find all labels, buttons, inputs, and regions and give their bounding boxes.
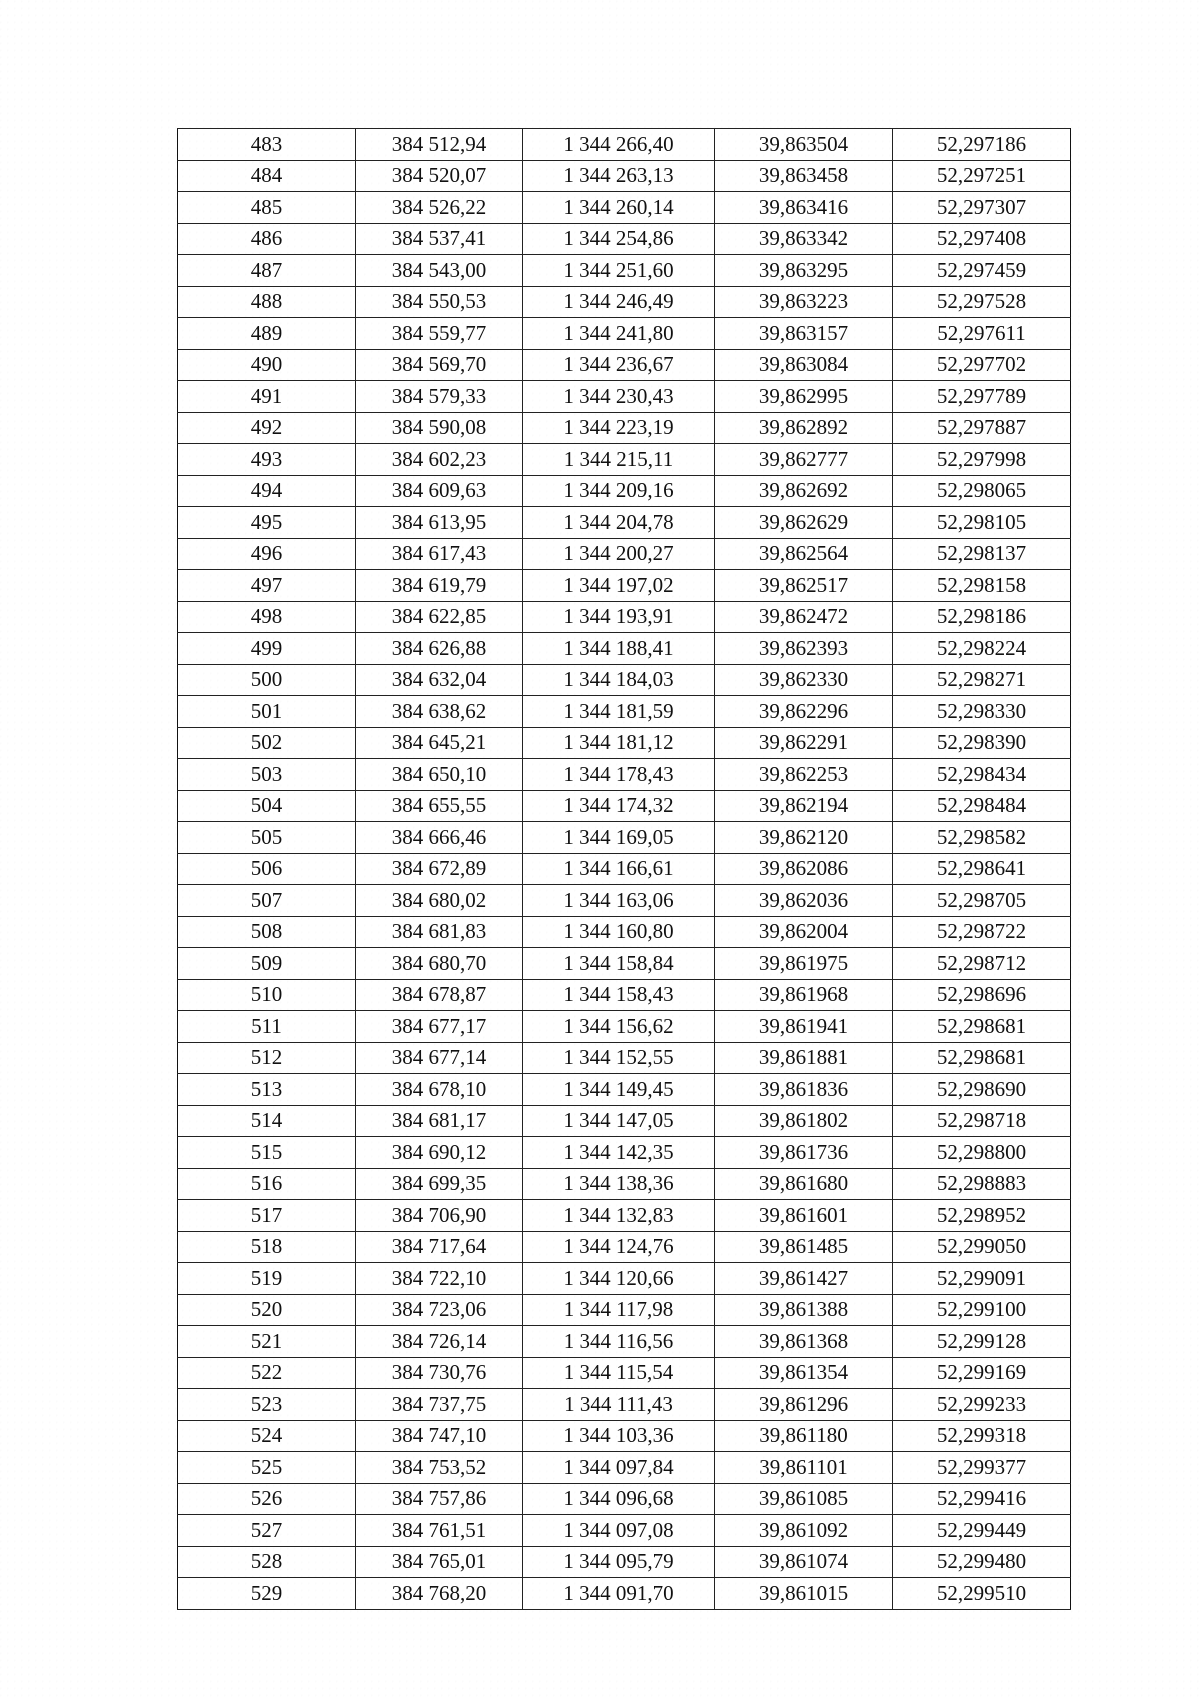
table-row bbox=[178, 1074, 1071, 1106]
x-coordinate-cell: 384 706,90 bbox=[356, 1200, 523, 1232]
point-number-cell: 520 bbox=[178, 1294, 356, 1326]
latitude-cell: 39,862086 bbox=[715, 853, 893, 885]
x-coordinate-cell: 384 537,41 bbox=[356, 223, 523, 255]
latitude-cell: 39,861736 bbox=[715, 1137, 893, 1169]
latitude-cell: 39,861881 bbox=[715, 1042, 893, 1074]
x-coordinate-cell: 384 543,00 bbox=[356, 255, 523, 287]
x-coordinate-cell: 384 717,64 bbox=[356, 1231, 523, 1263]
x-coordinate-cell: 384 678,10 bbox=[356, 1074, 523, 1106]
point-number-cell: 519 bbox=[178, 1263, 356, 1295]
latitude-cell: 39,862296 bbox=[715, 696, 893, 728]
y-coordinate-cell: 1 344 091,70 bbox=[523, 1578, 715, 1610]
point-number-cell: 499 bbox=[178, 633, 356, 665]
longitude-cell: 52,298271 bbox=[893, 664, 1071, 696]
x-coordinate-cell: 384 768,20 bbox=[356, 1578, 523, 1610]
table-row bbox=[178, 318, 1071, 350]
point-number-cell: 527 bbox=[178, 1515, 356, 1547]
point-number-cell: 494 bbox=[178, 475, 356, 507]
point-number-cell: 512 bbox=[178, 1042, 356, 1074]
x-coordinate-cell: 384 520,07 bbox=[356, 160, 523, 192]
longitude-cell: 52,299318 bbox=[893, 1420, 1071, 1452]
table-row bbox=[178, 1452, 1071, 1484]
table-row bbox=[178, 1231, 1071, 1263]
x-coordinate-cell: 384 761,51 bbox=[356, 1515, 523, 1547]
table-row bbox=[178, 1389, 1071, 1421]
table-row bbox=[178, 916, 1071, 948]
point-number-cell: 484 bbox=[178, 160, 356, 192]
y-coordinate-cell: 1 344 223,19 bbox=[523, 412, 715, 444]
x-coordinate-cell: 384 632,04 bbox=[356, 664, 523, 696]
table-row bbox=[178, 1420, 1071, 1452]
table-row bbox=[178, 286, 1071, 318]
point-number-cell: 490 bbox=[178, 349, 356, 381]
latitude-cell: 39,861680 bbox=[715, 1168, 893, 1200]
table-row bbox=[178, 349, 1071, 381]
y-coordinate-cell: 1 344 197,02 bbox=[523, 570, 715, 602]
point-number-cell: 487 bbox=[178, 255, 356, 287]
latitude-cell: 39,863223 bbox=[715, 286, 893, 318]
y-coordinate-cell: 1 344 124,76 bbox=[523, 1231, 715, 1263]
y-coordinate-cell: 1 344 132,83 bbox=[523, 1200, 715, 1232]
point-number-cell: 526 bbox=[178, 1483, 356, 1515]
longitude-cell: 52,297459 bbox=[893, 255, 1071, 287]
longitude-cell: 52,297307 bbox=[893, 192, 1071, 224]
table-row bbox=[178, 1200, 1071, 1232]
x-coordinate-cell: 384 681,83 bbox=[356, 916, 523, 948]
table-row bbox=[178, 1042, 1071, 1074]
longitude-cell: 52,299233 bbox=[893, 1389, 1071, 1421]
point-number-cell: 522 bbox=[178, 1357, 356, 1389]
point-number-cell: 489 bbox=[178, 318, 356, 350]
y-coordinate-cell: 1 344 158,84 bbox=[523, 948, 715, 980]
y-coordinate-cell: 1 344 241,80 bbox=[523, 318, 715, 350]
point-number-cell: 500 bbox=[178, 664, 356, 696]
point-number-cell: 506 bbox=[178, 853, 356, 885]
y-coordinate-cell: 1 344 263,13 bbox=[523, 160, 715, 192]
longitude-cell: 52,299100 bbox=[893, 1294, 1071, 1326]
longitude-cell: 52,299128 bbox=[893, 1326, 1071, 1358]
x-coordinate-cell: 384 765,01 bbox=[356, 1546, 523, 1578]
x-coordinate-cell: 384 550,53 bbox=[356, 286, 523, 318]
table-row bbox=[178, 1263, 1071, 1295]
x-coordinate-cell: 384 747,10 bbox=[356, 1420, 523, 1452]
longitude-cell: 52,297611 bbox=[893, 318, 1071, 350]
table-row bbox=[178, 1105, 1071, 1137]
point-number-cell: 497 bbox=[178, 570, 356, 602]
longitude-cell: 52,298800 bbox=[893, 1137, 1071, 1169]
x-coordinate-cell: 384 613,95 bbox=[356, 507, 523, 539]
table-row bbox=[178, 601, 1071, 633]
y-coordinate-cell: 1 344 149,45 bbox=[523, 1074, 715, 1106]
latitude-cell: 39,861180 bbox=[715, 1420, 893, 1452]
table-row bbox=[178, 696, 1071, 728]
latitude-cell: 39,861388 bbox=[715, 1294, 893, 1326]
table-row bbox=[178, 790, 1071, 822]
longitude-cell: 52,298641 bbox=[893, 853, 1071, 885]
point-number-cell: 518 bbox=[178, 1231, 356, 1263]
point-number-cell: 517 bbox=[178, 1200, 356, 1232]
point-number-cell: 486 bbox=[178, 223, 356, 255]
y-coordinate-cell: 1 344 251,60 bbox=[523, 255, 715, 287]
latitude-cell: 39,861941 bbox=[715, 1011, 893, 1043]
longitude-cell: 52,298582 bbox=[893, 822, 1071, 854]
x-coordinate-cell: 384 690,12 bbox=[356, 1137, 523, 1169]
table-row bbox=[178, 444, 1071, 476]
latitude-cell: 39,861601 bbox=[715, 1200, 893, 1232]
latitude-cell: 39,861427 bbox=[715, 1263, 893, 1295]
longitude-cell: 52,297528 bbox=[893, 286, 1071, 318]
table-row bbox=[178, 475, 1071, 507]
latitude-cell: 39,862472 bbox=[715, 601, 893, 633]
longitude-cell: 52,298722 bbox=[893, 916, 1071, 948]
point-number-cell: 492 bbox=[178, 412, 356, 444]
point-number-cell: 501 bbox=[178, 696, 356, 728]
table-row bbox=[178, 412, 1071, 444]
y-coordinate-cell: 1 344 111,43 bbox=[523, 1389, 715, 1421]
latitude-cell: 39,862194 bbox=[715, 790, 893, 822]
x-coordinate-cell: 384 559,77 bbox=[356, 318, 523, 350]
latitude-cell: 39,863084 bbox=[715, 349, 893, 381]
y-coordinate-cell: 1 344 120,66 bbox=[523, 1263, 715, 1295]
y-coordinate-cell: 1 344 236,67 bbox=[523, 349, 715, 381]
point-number-cell: 502 bbox=[178, 727, 356, 759]
x-coordinate-cell: 384 512,94 bbox=[356, 129, 523, 161]
y-coordinate-cell: 1 344 117,98 bbox=[523, 1294, 715, 1326]
point-number-cell: 495 bbox=[178, 507, 356, 539]
table-row bbox=[178, 1483, 1071, 1515]
y-coordinate-cell: 1 344 166,61 bbox=[523, 853, 715, 885]
longitude-cell: 52,298681 bbox=[893, 1042, 1071, 1074]
table-row bbox=[178, 223, 1071, 255]
y-coordinate-cell: 1 344 116,56 bbox=[523, 1326, 715, 1358]
point-number-cell: 528 bbox=[178, 1546, 356, 1578]
x-coordinate-cell: 384 666,46 bbox=[356, 822, 523, 854]
y-coordinate-cell: 1 344 184,03 bbox=[523, 664, 715, 696]
y-coordinate-cell: 1 344 181,59 bbox=[523, 696, 715, 728]
latitude-cell: 39,863504 bbox=[715, 129, 893, 161]
x-coordinate-cell: 384 722,10 bbox=[356, 1263, 523, 1295]
longitude-cell: 52,298690 bbox=[893, 1074, 1071, 1106]
y-coordinate-cell: 1 344 158,43 bbox=[523, 979, 715, 1011]
table-row bbox=[178, 1294, 1071, 1326]
latitude-cell: 39,861354 bbox=[715, 1357, 893, 1389]
latitude-cell: 39,863157 bbox=[715, 318, 893, 350]
latitude-cell: 39,862120 bbox=[715, 822, 893, 854]
y-coordinate-cell: 1 344 209,16 bbox=[523, 475, 715, 507]
y-coordinate-cell: 1 344 188,41 bbox=[523, 633, 715, 665]
latitude-cell: 39,862629 bbox=[715, 507, 893, 539]
x-coordinate-cell: 384 579,33 bbox=[356, 381, 523, 413]
latitude-cell: 39,862036 bbox=[715, 885, 893, 917]
latitude-cell: 39,861074 bbox=[715, 1546, 893, 1578]
point-number-cell: 523 bbox=[178, 1389, 356, 1421]
longitude-cell: 52,297998 bbox=[893, 444, 1071, 476]
longitude-cell: 52,297408 bbox=[893, 223, 1071, 255]
latitude-cell: 39,862892 bbox=[715, 412, 893, 444]
point-number-cell: 529 bbox=[178, 1578, 356, 1610]
y-coordinate-cell: 1 344 266,40 bbox=[523, 129, 715, 161]
x-coordinate-cell: 384 681,17 bbox=[356, 1105, 523, 1137]
y-coordinate-cell: 1 344 156,62 bbox=[523, 1011, 715, 1043]
latitude-cell: 39,861968 bbox=[715, 979, 893, 1011]
latitude-cell: 39,862253 bbox=[715, 759, 893, 791]
y-coordinate-cell: 1 344 115,54 bbox=[523, 1357, 715, 1389]
x-coordinate-cell: 384 526,22 bbox=[356, 192, 523, 224]
point-number-cell: 507 bbox=[178, 885, 356, 917]
longitude-cell: 52,298718 bbox=[893, 1105, 1071, 1137]
point-number-cell: 498 bbox=[178, 601, 356, 633]
y-coordinate-cell: 1 344 097,08 bbox=[523, 1515, 715, 1547]
longitude-cell: 52,297887 bbox=[893, 412, 1071, 444]
point-number-cell: 515 bbox=[178, 1137, 356, 1169]
latitude-cell: 39,861101 bbox=[715, 1452, 893, 1484]
longitude-cell: 52,299449 bbox=[893, 1515, 1071, 1547]
latitude-cell: 39,862393 bbox=[715, 633, 893, 665]
table-row bbox=[178, 853, 1071, 885]
y-coordinate-cell: 1 344 200,27 bbox=[523, 538, 715, 570]
latitude-cell: 39,863458 bbox=[715, 160, 893, 192]
x-coordinate-cell: 384 723,06 bbox=[356, 1294, 523, 1326]
table-row bbox=[178, 192, 1071, 224]
table-row bbox=[178, 822, 1071, 854]
latitude-cell: 39,862564 bbox=[715, 538, 893, 570]
longitude-cell: 52,299510 bbox=[893, 1578, 1071, 1610]
table-row bbox=[178, 1326, 1071, 1358]
longitude-cell: 52,299416 bbox=[893, 1483, 1071, 1515]
y-coordinate-cell: 1 344 230,43 bbox=[523, 381, 715, 413]
longitude-cell: 52,298681 bbox=[893, 1011, 1071, 1043]
latitude-cell: 39,861836 bbox=[715, 1074, 893, 1106]
x-coordinate-cell: 384 726,14 bbox=[356, 1326, 523, 1358]
coordinates-table bbox=[177, 128, 1071, 1610]
y-coordinate-cell: 1 344 174,32 bbox=[523, 790, 715, 822]
y-coordinate-cell: 1 344 142,35 bbox=[523, 1137, 715, 1169]
longitude-cell: 52,298224 bbox=[893, 633, 1071, 665]
table-row bbox=[178, 759, 1071, 791]
longitude-cell: 52,299050 bbox=[893, 1231, 1071, 1263]
point-number-cell: 493 bbox=[178, 444, 356, 476]
table-row bbox=[178, 160, 1071, 192]
point-number-cell: 510 bbox=[178, 979, 356, 1011]
x-coordinate-cell: 384 753,52 bbox=[356, 1452, 523, 1484]
point-number-cell: 525 bbox=[178, 1452, 356, 1484]
y-coordinate-cell: 1 344 181,12 bbox=[523, 727, 715, 759]
point-number-cell: 521 bbox=[178, 1326, 356, 1358]
latitude-cell: 39,863342 bbox=[715, 223, 893, 255]
point-number-cell: 509 bbox=[178, 948, 356, 980]
table-row bbox=[178, 948, 1071, 980]
longitude-cell: 52,298186 bbox=[893, 601, 1071, 633]
latitude-cell: 39,861085 bbox=[715, 1483, 893, 1515]
y-coordinate-cell: 1 344 246,49 bbox=[523, 286, 715, 318]
x-coordinate-cell: 384 569,70 bbox=[356, 349, 523, 381]
longitude-cell: 52,299377 bbox=[893, 1452, 1071, 1484]
latitude-cell: 39,862995 bbox=[715, 381, 893, 413]
longitude-cell: 52,298712 bbox=[893, 948, 1071, 980]
table-row bbox=[178, 1546, 1071, 1578]
x-coordinate-cell: 384 672,89 bbox=[356, 853, 523, 885]
latitude-cell: 39,862517 bbox=[715, 570, 893, 602]
table-row bbox=[178, 570, 1071, 602]
longitude-cell: 52,299169 bbox=[893, 1357, 1071, 1389]
table-row bbox=[178, 1137, 1071, 1169]
y-coordinate-cell: 1 344 260,14 bbox=[523, 192, 715, 224]
x-coordinate-cell: 384 638,62 bbox=[356, 696, 523, 728]
y-coordinate-cell: 1 344 152,55 bbox=[523, 1042, 715, 1074]
longitude-cell: 52,297251 bbox=[893, 160, 1071, 192]
point-number-cell: 513 bbox=[178, 1074, 356, 1106]
x-coordinate-cell: 384 645,21 bbox=[356, 727, 523, 759]
y-coordinate-cell: 1 344 096,68 bbox=[523, 1483, 715, 1515]
point-number-cell: 485 bbox=[178, 192, 356, 224]
x-coordinate-cell: 384 677,17 bbox=[356, 1011, 523, 1043]
longitude-cell: 52,297186 bbox=[893, 129, 1071, 161]
x-coordinate-cell: 384 622,85 bbox=[356, 601, 523, 633]
point-number-cell: 511 bbox=[178, 1011, 356, 1043]
longitude-cell: 52,298065 bbox=[893, 475, 1071, 507]
y-coordinate-cell: 1 344 254,86 bbox=[523, 223, 715, 255]
latitude-cell: 39,862330 bbox=[715, 664, 893, 696]
table-row bbox=[178, 664, 1071, 696]
longitude-cell: 52,298484 bbox=[893, 790, 1071, 822]
x-coordinate-cell: 384 590,08 bbox=[356, 412, 523, 444]
longitude-cell: 52,298883 bbox=[893, 1168, 1071, 1200]
x-coordinate-cell: 384 680,70 bbox=[356, 948, 523, 980]
x-coordinate-cell: 384 730,76 bbox=[356, 1357, 523, 1389]
table-row bbox=[178, 1515, 1071, 1547]
table-row bbox=[178, 1168, 1071, 1200]
x-coordinate-cell: 384 677,14 bbox=[356, 1042, 523, 1074]
longitude-cell: 52,298390 bbox=[893, 727, 1071, 759]
latitude-cell: 39,863295 bbox=[715, 255, 893, 287]
point-number-cell: 505 bbox=[178, 822, 356, 854]
x-coordinate-cell: 384 619,79 bbox=[356, 570, 523, 602]
x-coordinate-cell: 384 655,55 bbox=[356, 790, 523, 822]
point-number-cell: 504 bbox=[178, 790, 356, 822]
latitude-cell: 39,861092 bbox=[715, 1515, 893, 1547]
point-number-cell: 496 bbox=[178, 538, 356, 570]
point-number-cell: 524 bbox=[178, 1420, 356, 1452]
longitude-cell: 52,297702 bbox=[893, 349, 1071, 381]
point-number-cell: 503 bbox=[178, 759, 356, 791]
y-coordinate-cell: 1 344 160,80 bbox=[523, 916, 715, 948]
y-coordinate-cell: 1 344 193,91 bbox=[523, 601, 715, 633]
point-number-cell: 508 bbox=[178, 916, 356, 948]
table-row bbox=[178, 129, 1071, 161]
latitude-cell: 39,861485 bbox=[715, 1231, 893, 1263]
latitude-cell: 39,861802 bbox=[715, 1105, 893, 1137]
x-coordinate-cell: 384 678,87 bbox=[356, 979, 523, 1011]
y-coordinate-cell: 1 344 163,06 bbox=[523, 885, 715, 917]
longitude-cell: 52,298434 bbox=[893, 759, 1071, 791]
table-row bbox=[178, 255, 1071, 287]
table-row bbox=[178, 1011, 1071, 1043]
y-coordinate-cell: 1 344 147,05 bbox=[523, 1105, 715, 1137]
latitude-cell: 39,862004 bbox=[715, 916, 893, 948]
longitude-cell: 52,297789 bbox=[893, 381, 1071, 413]
longitude-cell: 52,298330 bbox=[893, 696, 1071, 728]
longitude-cell: 52,298105 bbox=[893, 507, 1071, 539]
latitude-cell: 39,861975 bbox=[715, 948, 893, 980]
y-coordinate-cell: 1 344 103,36 bbox=[523, 1420, 715, 1452]
table-row bbox=[178, 507, 1071, 539]
x-coordinate-cell: 384 609,63 bbox=[356, 475, 523, 507]
table-row bbox=[178, 538, 1071, 570]
x-coordinate-cell: 384 602,23 bbox=[356, 444, 523, 476]
point-number-cell: 491 bbox=[178, 381, 356, 413]
x-coordinate-cell: 384 626,88 bbox=[356, 633, 523, 665]
longitude-cell: 52,298696 bbox=[893, 979, 1071, 1011]
table-row bbox=[178, 885, 1071, 917]
longitude-cell: 52,299091 bbox=[893, 1263, 1071, 1295]
latitude-cell: 39,862777 bbox=[715, 444, 893, 476]
x-coordinate-cell: 384 650,10 bbox=[356, 759, 523, 791]
longitude-cell: 52,299480 bbox=[893, 1546, 1071, 1578]
latitude-cell: 39,862291 bbox=[715, 727, 893, 759]
table-row bbox=[178, 633, 1071, 665]
y-coordinate-cell: 1 344 215,11 bbox=[523, 444, 715, 476]
longitude-cell: 52,298158 bbox=[893, 570, 1071, 602]
table-row bbox=[178, 979, 1071, 1011]
table-row bbox=[178, 1357, 1071, 1389]
x-coordinate-cell: 384 617,43 bbox=[356, 538, 523, 570]
y-coordinate-cell: 1 344 204,78 bbox=[523, 507, 715, 539]
latitude-cell: 39,861015 bbox=[715, 1578, 893, 1610]
x-coordinate-cell: 384 699,35 bbox=[356, 1168, 523, 1200]
y-coordinate-cell: 1 344 095,79 bbox=[523, 1546, 715, 1578]
y-coordinate-cell: 1 344 169,05 bbox=[523, 822, 715, 854]
latitude-cell: 39,861368 bbox=[715, 1326, 893, 1358]
table-row bbox=[178, 1578, 1071, 1610]
longitude-cell: 52,298137 bbox=[893, 538, 1071, 570]
x-coordinate-cell: 384 737,75 bbox=[356, 1389, 523, 1421]
table-row bbox=[178, 381, 1071, 413]
latitude-cell: 39,862692 bbox=[715, 475, 893, 507]
x-coordinate-cell: 384 757,86 bbox=[356, 1483, 523, 1515]
y-coordinate-cell: 1 344 178,43 bbox=[523, 759, 715, 791]
y-coordinate-cell: 1 344 138,36 bbox=[523, 1168, 715, 1200]
x-coordinate-cell: 384 680,02 bbox=[356, 885, 523, 917]
y-coordinate-cell: 1 344 097,84 bbox=[523, 1452, 715, 1484]
table-row bbox=[178, 727, 1071, 759]
latitude-cell: 39,861296 bbox=[715, 1389, 893, 1421]
point-number-cell: 516 bbox=[178, 1168, 356, 1200]
latitude-cell: 39,863416 bbox=[715, 192, 893, 224]
point-number-cell: 514 bbox=[178, 1105, 356, 1137]
point-number-cell: 488 bbox=[178, 286, 356, 318]
coordinates-table-body bbox=[178, 129, 1071, 1610]
longitude-cell: 52,298705 bbox=[893, 885, 1071, 917]
longitude-cell: 52,298952 bbox=[893, 1200, 1071, 1232]
point-number-cell: 483 bbox=[178, 129, 356, 161]
